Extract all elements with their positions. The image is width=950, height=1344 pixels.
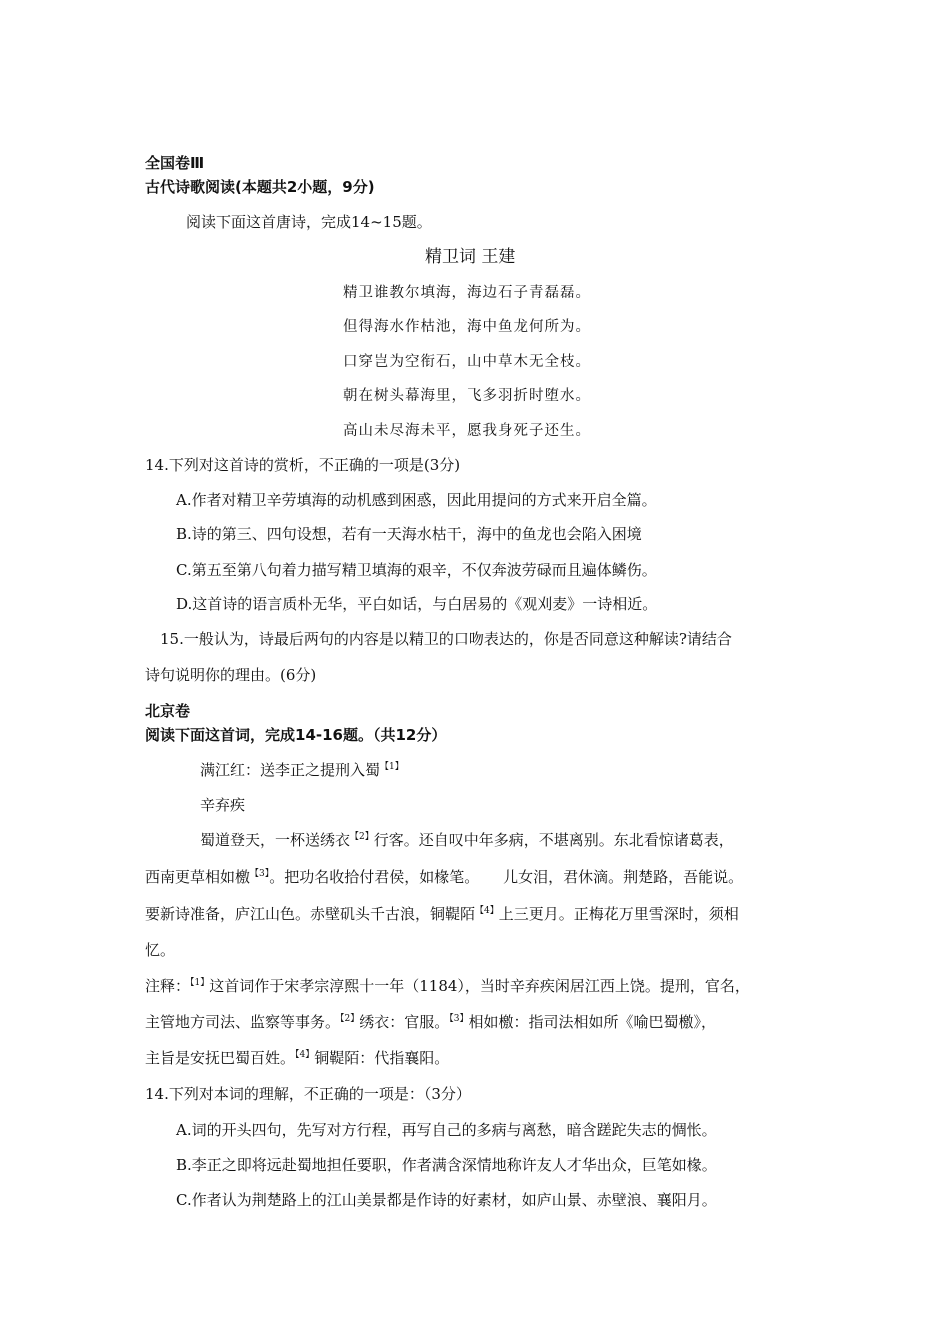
note-text: 相如檄：指司法相如所《喻巴蜀檄》， <box>468 1013 717 1031</box>
ci-text: 上三更月。正梅花万里雪深时，须相 <box>498 905 739 923</box>
note-text: 主管地方司法、监察等事务。 <box>145 1013 341 1031</box>
poem-line: 高山未尽海未平，愿我身死子还生。 <box>343 423 591 439</box>
ci-text: 蜀道登天，一杯送绣衣 <box>200 831 351 849</box>
ci-text: 西南更草相如檄 <box>145 868 251 886</box>
footnote-mark: 【4】 <box>295 1050 315 1060</box>
ci-body-line: 忆。 <box>145 941 176 959</box>
footnote-mark: 【2】 <box>340 1014 360 1024</box>
poem-line: 朝在树头幕海里，飞多羽折时堕水。 <box>343 388 591 404</box>
section1-instruction: 阅读下面这首唐诗，完成14~15题。 <box>186 213 432 231</box>
footnote-mark: 【1】 <box>190 978 210 988</box>
note-text: 铜鞮陌：代指襄阳。 <box>314 1049 450 1067</box>
poem-line: 精卫谁教尔填海，海边石子青磊磊。 <box>343 285 591 301</box>
footnote-mark: 【4】 <box>475 906 499 916</box>
note-text: 绣衣：官服。 <box>359 1013 450 1031</box>
question-14-option-b: B.诗的第三、四句设想，若有一天海水枯干，海中的鱼龙也会陷入困境 <box>176 525 642 543</box>
footnote-mark: 【3】 <box>250 869 270 879</box>
note-text: 这首词作于宋孝宗淳熙十一年（1184），当时辛弃疾闲居江西上饶。提刑，官名， <box>209 977 750 995</box>
question-15-line1: 15.一般认为，诗最后两句的内容是以精卫的口吻表达的，你是否同意这种解读?请结合 <box>160 630 732 648</box>
notes-line <box>145 1048 449 1068</box>
section2-question-14-option-b: B.李正之即将远赴蜀地担任要职，作者满含深情地称许友人才华出众，巨笔如椽。 <box>176 1156 717 1174</box>
notes-label: 注释： <box>145 977 191 995</box>
ci-body-line <box>200 830 734 850</box>
question-14-option-a: A.作者对精卫辛劳填海的动机感到困惑，因此用提问的方式来开启全篇。 <box>176 491 657 509</box>
footnote-mark: 【1】 <box>380 762 404 772</box>
section2-question-14-option-a: A.词的开头四句，先写对方行程，再写自己的多病与离愁，暗含蹉跎失志的惆怅。 <box>176 1121 717 1139</box>
question-14-option-d: D.这首诗的语言质朴无华，平白如话，与白居易的《观刈麦》一诗相近。 <box>176 595 658 613</box>
ci-text: 要新诗准备，庐江山色。赤壁矶头千古浪，铜鞮陌 <box>145 905 476 923</box>
section2-heading: 北京卷 <box>145 702 191 720</box>
ci-body-line <box>145 867 743 887</box>
notes-line <box>145 1012 716 1032</box>
section2-subheading: 阅读下面这首词，完成14-16题。（共12分） <box>145 726 447 744</box>
ci-title <box>200 760 404 780</box>
poem-line: 口穿岂为空衔石，山中草木无全枝。 <box>343 354 591 370</box>
poem-line: 但得海水作枯池，海中鱼龙何所为。 <box>343 319 591 335</box>
notes-line <box>145 976 750 996</box>
section2-question-14-option-c: C.作者认为荆楚路上的江山美景都是作诗的好素材，如庐山景、赤壁浪、襄阳月。 <box>176 1191 717 1209</box>
footnote-mark: 【2】 <box>350 832 374 842</box>
ci-body-line <box>145 904 739 924</box>
ci-text: 。把功名收拾付君侯，如椽笔。 儿女泪，君休滴。荆楚路，吾能说。 <box>269 868 744 886</box>
poem-title: 精卫词 王建 <box>425 247 516 267</box>
ci-author: 辛弃疾 <box>200 796 246 814</box>
section1-heading: 全国卷Ⅲ <box>145 154 205 172</box>
question-14-stem: 14.下列对这首诗的赏析，不正确的一项是(3分) <box>145 456 461 474</box>
footnote-mark: 【3】 <box>449 1014 469 1024</box>
ci-text: 行客。还自叹中年多病，不堪离别。东北看惊诸葛表， <box>373 831 734 849</box>
section1-subheading: 古代诗歌阅读(本题共2小题，9分) <box>145 178 375 196</box>
ci-title-text: 满江红：送李正之提刑入蜀 <box>200 761 381 779</box>
section2-question-14-stem: 14.下列对本词的理解，不正确的一项是：（3分） <box>145 1085 471 1103</box>
note-text: 主旨是安抚巴蜀百姓。 <box>145 1049 296 1067</box>
question-14-option-c: C.第五至第八句着力描写精卫填海的艰辛，不仅奔波劳碌而且遍体鳞伤。 <box>176 561 657 579</box>
question-15-line2: 诗句说明你的理由。(6分) <box>145 666 317 684</box>
